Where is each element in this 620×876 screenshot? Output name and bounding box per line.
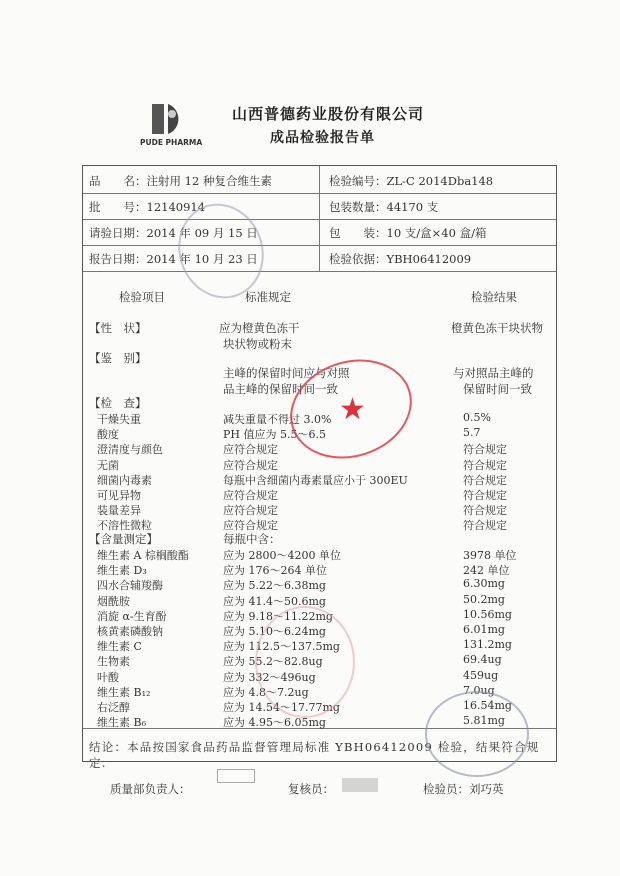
item-standard: 应为 112.5～137.5mg [223,640,340,654]
item-result: 符合规定 [463,519,507,533]
item-result: 6.01mg [463,623,505,636]
appearance-result: 橙黄色冻干块状物 [451,321,543,335]
faint-red-stamp [255,606,355,718]
item-name: 右泛醇 [97,701,130,714]
assay-label: 【含量测定】 [89,532,158,546]
item-name: 维生素 A 棕榈酸酯 [97,549,189,562]
item-standard: 应为 2800～4200 单位 [223,549,341,562]
packaging: 包 装：10 支/盒×40 盒/箱 [329,226,487,240]
item-result: 0.5% [463,411,491,424]
test-basis: 检验依据：YBH06412009 [329,252,472,266]
report-table [82,165,557,770]
checks-row [83,502,556,517]
item-standard: 应为 4.95～6.05mg [223,716,326,730]
item-standard: 应符合规定 [223,458,278,472]
column-standard: 标准规定 [245,290,291,304]
item-name: 酸度 [97,428,119,442]
assay-note: 每瓶中含： [223,532,281,546]
item-result: 50.2mg [463,592,505,606]
batch-number: 批 号：12140914 [89,200,206,214]
item-result: 242 单位 [463,564,510,578]
item-name: 叶酸 [97,670,119,684]
appearance-label: 【性 状】 [89,321,147,335]
qa-head-label: 质量部负责人： [110,782,191,796]
item-name: 不溶性微粒 [97,519,152,533]
item-name: 装量差异 [97,504,141,518]
item-standard: 应为 5.10～6.24mg [223,625,326,638]
identification-result: 与对照品主峰的 [453,366,534,380]
item-name: 干燥失重 [97,413,141,426]
item-result: 3978 单位 [463,549,517,562]
item-result: 符合规定 [463,473,507,487]
item-standard: 应为 41.4～50.6mg [223,594,326,608]
checks-row [83,487,556,502]
item-standard: 应为 332～496ug [223,670,316,684]
qc-stamp [425,691,529,777]
column-result: 检验结果 [471,290,517,304]
item-name: 消旋 α-生育酚 [97,609,167,623]
conclusion: 结论：本品按国家食品药品监督管理局标准 YBH06412009 检验，结果符合规定. [89,740,540,770]
item-standard: 应为 9.18～11.22mg [223,609,333,623]
reviewer-signature [342,778,378,792]
item-result: 7.0ug [463,683,495,697]
test-number: 检验编号：ZL-C 2014Dba148 [329,174,494,188]
item-result: 符合规定 [463,489,507,502]
assay-row [83,577,556,592]
item-standard: 应为 176～264 单位 [223,564,327,578]
item-result: 6.30mg [463,577,505,591]
company-name: 山西普德药业股份有限公司 [232,105,425,123]
item-result: 5.7 [463,426,481,440]
package-quantity: 包装数量：44170 支 [329,200,439,214]
item-standard: 减失重量不得过 3.0% [223,413,332,426]
item-name: 无菌 [97,458,119,472]
item-standard: 应符合规定 [223,443,278,457]
item-result: 131.2mg [463,638,512,652]
item-name: 细菌内毒素 [97,473,152,487]
item-result: 符合规定 [463,443,507,457]
assay-row [83,562,556,577]
item-name: 维生素 D₃ [97,564,147,578]
appearance-standard: 应为橙黄色冻干 [219,321,300,335]
item-result: 5.81mg [463,714,505,728]
identification-result-2: 保留时间一致 [463,382,532,396]
item-name: 澄清度与颜色 [97,443,163,457]
report-date: 报告日期：2014 年 10 月 23 日 [89,252,258,266]
item-standard: 应为 4.8～7.2ug [223,685,309,699]
column-item: 检验项目 [119,290,165,304]
product-name: 品 名：注射用 12 种复合维生素 [89,174,272,188]
identification-standard: 主峰的保留时间应与对照 [223,366,350,380]
item-standard: 应为 55.2～82.8ug [223,655,323,669]
item-name: 维生素 C [97,640,142,654]
assay-row [83,593,556,608]
item-result: 符合规定 [463,458,507,472]
item-name: 生物素 [97,655,130,669]
inspector-label: 检验员：刘巧英 [423,782,504,796]
item-standard: 应符合规定 [223,519,278,533]
checks-label: 【检 查】 [89,396,147,410]
item-standard: 应为 14.54～17.77mg [223,701,340,714]
assay-row [83,547,556,562]
request-date: 请验日期：2014 年 09 月 15 日 [89,226,258,240]
item-standard: 应符合规定 [223,489,278,502]
item-result: 符合规定 [463,504,507,518]
item-result: 459ug [463,668,499,682]
item-standard: 每瓶中含细菌内毒素量应小于 300EU [223,473,408,487]
item-name: 可见异物 [97,489,141,502]
identification-label: 【鉴 别】 [89,351,147,365]
item-name: 烟酰胺 [97,594,130,608]
item-name: 维生素 B₆ [97,716,146,730]
identification-standard-2: 品主峰的保留时间一致 [223,382,338,396]
checks-row [83,472,556,487]
checks-row [83,457,556,472]
item-result: 16.54mg [463,699,512,712]
item-name: 核黄素磷酸钠 [97,625,163,638]
qa-head-seal [217,769,255,783]
item-name: 维生素 B₁₂ [97,685,151,699]
logo-text: PUDE PHARMA [140,138,203,147]
item-standard: 应为 5.22～6.38mg [223,579,326,593]
item-name: 四水合辅羧酶 [97,579,163,593]
item-result: 10.56mg [463,607,512,621]
red-star-icon: ★ [339,392,366,427]
reviewer-label: 复核员： [288,782,334,796]
item-standard: 应符合规定 [223,504,278,518]
item-result: 69.4ug [463,653,502,667]
report-title: 成品检验报告单 [270,130,375,146]
item-standard: PH 值应为 5.5～6.5 [223,428,326,442]
appearance-standard-2: 块状物或粉末 [223,337,292,351]
